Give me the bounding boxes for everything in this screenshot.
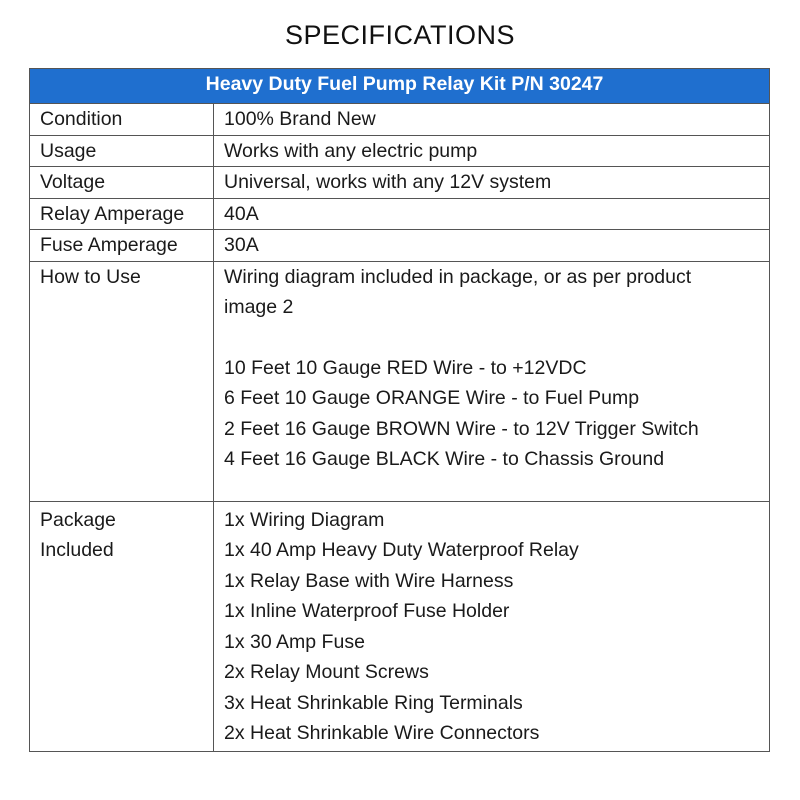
table-header: Heavy Duty Fuel Pump Relay Kit P/N 30247 (30, 69, 770, 104)
row-value-how-to-use (214, 261, 770, 501)
package-item: 1x 40 Amp Heavy Duty Waterproof Relay (224, 539, 579, 561)
specifications-table (29, 68, 770, 752)
table-row (30, 198, 770, 230)
row-label-usage: Usage (30, 135, 214, 167)
row-value-package-included (214, 501, 770, 751)
table-row-package (30, 501, 770, 751)
table-header-row (30, 69, 770, 104)
table-row-how-to-use (30, 261, 770, 501)
wire-item: 4 Feet 16 Gauge BLACK Wire - to Chassis Ground (224, 448, 665, 470)
package-item: 1x Inline Waterproof Fuse Holder (224, 600, 510, 622)
package-item: 3x Heat Shrinkable Ring Terminals (224, 691, 523, 714)
package-label-line: Included (40, 539, 114, 561)
row-label-package-included (30, 501, 214, 751)
row-label-voltage: Voltage (30, 167, 214, 199)
wire-item: 2 Feet 16 Gauge BROWN Wire - to 12V Trigger Switch (224, 417, 699, 440)
row-label-how-to-use: How to Use (30, 261, 214, 501)
row-value-usage: Works with any electric pump (214, 135, 770, 167)
package-item: 2x Heat Shrinkable Wire Connectors (224, 722, 540, 744)
row-label-relay-amperage: Relay Amperage (30, 198, 214, 230)
package-item: 1x 30 Amp Fuse (224, 630, 365, 653)
row-value-fuse-amperage: 30A (214, 230, 770, 262)
package-item: 1x Relay Base with Wire Harness (224, 569, 514, 592)
table-row (30, 104, 770, 136)
row-value-relay-amperage: 40A (214, 198, 770, 230)
table-row (30, 230, 770, 262)
package-item: 1x Wiring Diagram (224, 508, 385, 531)
package-item: 2x Relay Mount Screws (224, 661, 429, 683)
spacer (224, 323, 769, 353)
how-to-use-intro-line: image 2 (224, 296, 294, 318)
page-title: SPECIFICATIONS (284, 20, 516, 50)
row-label-fuse-amperage: Fuse Amperage (30, 230, 214, 262)
how-to-use-intro-line: Wiring diagram included in package, or as per product (224, 265, 692, 288)
table-row (30, 135, 770, 167)
package-label-line: Package (40, 508, 116, 531)
table-row (30, 167, 770, 199)
wire-item: 10 Feet 10 Gauge RED Wire - to +12VDC (224, 356, 587, 379)
row-label-condition: Condition (30, 104, 214, 136)
row-value-voltage: Universal, works with any 12V system (214, 167, 770, 199)
wire-item: 6 Feet 10 Gauge ORANGE Wire - to Fuel Pump (224, 387, 640, 409)
row-value-condition: 100% Brand New (214, 104, 770, 136)
